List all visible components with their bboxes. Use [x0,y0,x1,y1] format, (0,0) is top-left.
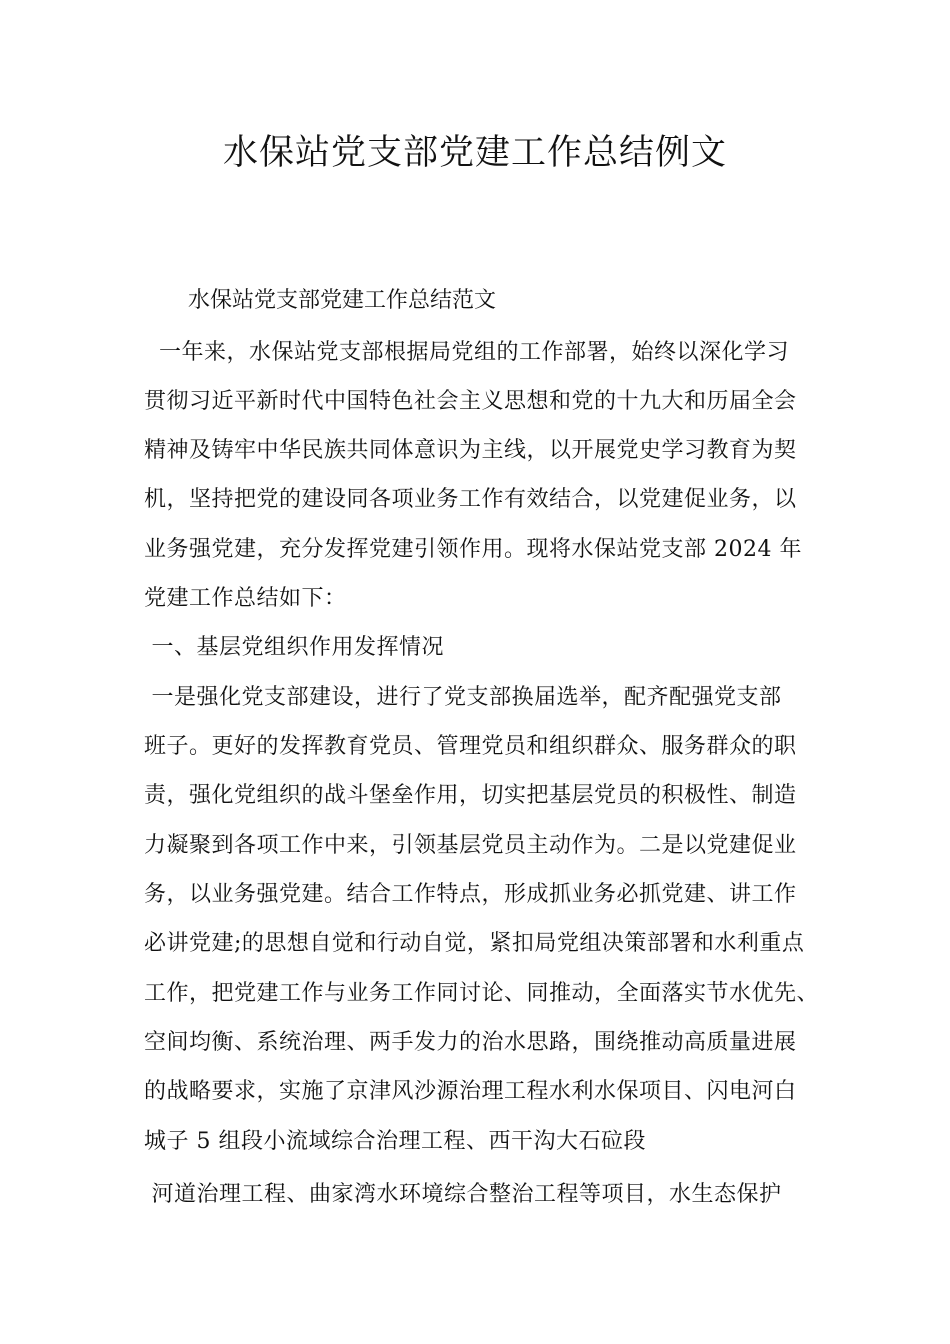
body-line: 精神及铸牢中华民族共同体意识为主线，以开展党史学习教育为契 [144,438,797,463]
body-line: 机，坚持把党的建设同各项业务工作有效结合，以党建促业务，以 [144,487,797,512]
body-line: 工作，把党建工作与业务工作同讨论、同推动，全面落实节水优先、 [144,981,820,1006]
body-line: 河道治理工程、曲家湾水环境综合整治工程等项目，水生态保护 [144,1182,782,1207]
body-line: 业务强党建，充分发挥党建引领作用。现将水保站党支部 2024 年 [144,537,802,562]
body-line: 贯彻习近平新时代中国特色社会主义思想和党的十九大和历届全会 [144,389,797,414]
body-line: 必讲党建;的思想自觉和行动自觉，紧扣局党组决策部署和水利重点 [144,931,805,956]
body-line: 空间均衡、系统治理、两手发力的治水思路，围绕推动高质量进展 [144,1030,797,1055]
body-line: 党建工作总结如下： [144,586,347,611]
document-subtitle: 水保站党支部党建工作总结范文 [188,288,497,313]
body-line: 责，强化党组织的战斗堡垒作用，切实把基层党员的积极性、制造 [144,783,797,808]
section-heading: 一、基层党组织作用发挥情况 [144,635,444,660]
body-line: 班子。更好的发挥教育党员、管理党员和组织群众、服务群众的职 [144,734,797,759]
body-line: 力凝聚到各项工作中来，引领基层党员主动作为。二是以党建促业 [144,833,797,858]
body-line: 城子 5 组段小流域综合治理工程、西干沟大石砬段 [144,1129,646,1154]
body-line: 的战略要求，实施了京津风沙源治理工程水利水保项目、闪电河白 [144,1079,797,1104]
body-line: 务，以业务强党建。结合工作特点，形成抓业务必抓党建、讲工作 [144,882,797,907]
document-title: 水保站党支部党建工作总结例文 [222,133,727,173]
body-line: 一是强化党支部建设，进行了党支部换届选举，配齐配强党支部 [144,685,782,710]
body-line: 一年来，水保站党支部根据局党组的工作部署，始终以深化学习 [144,340,789,365]
